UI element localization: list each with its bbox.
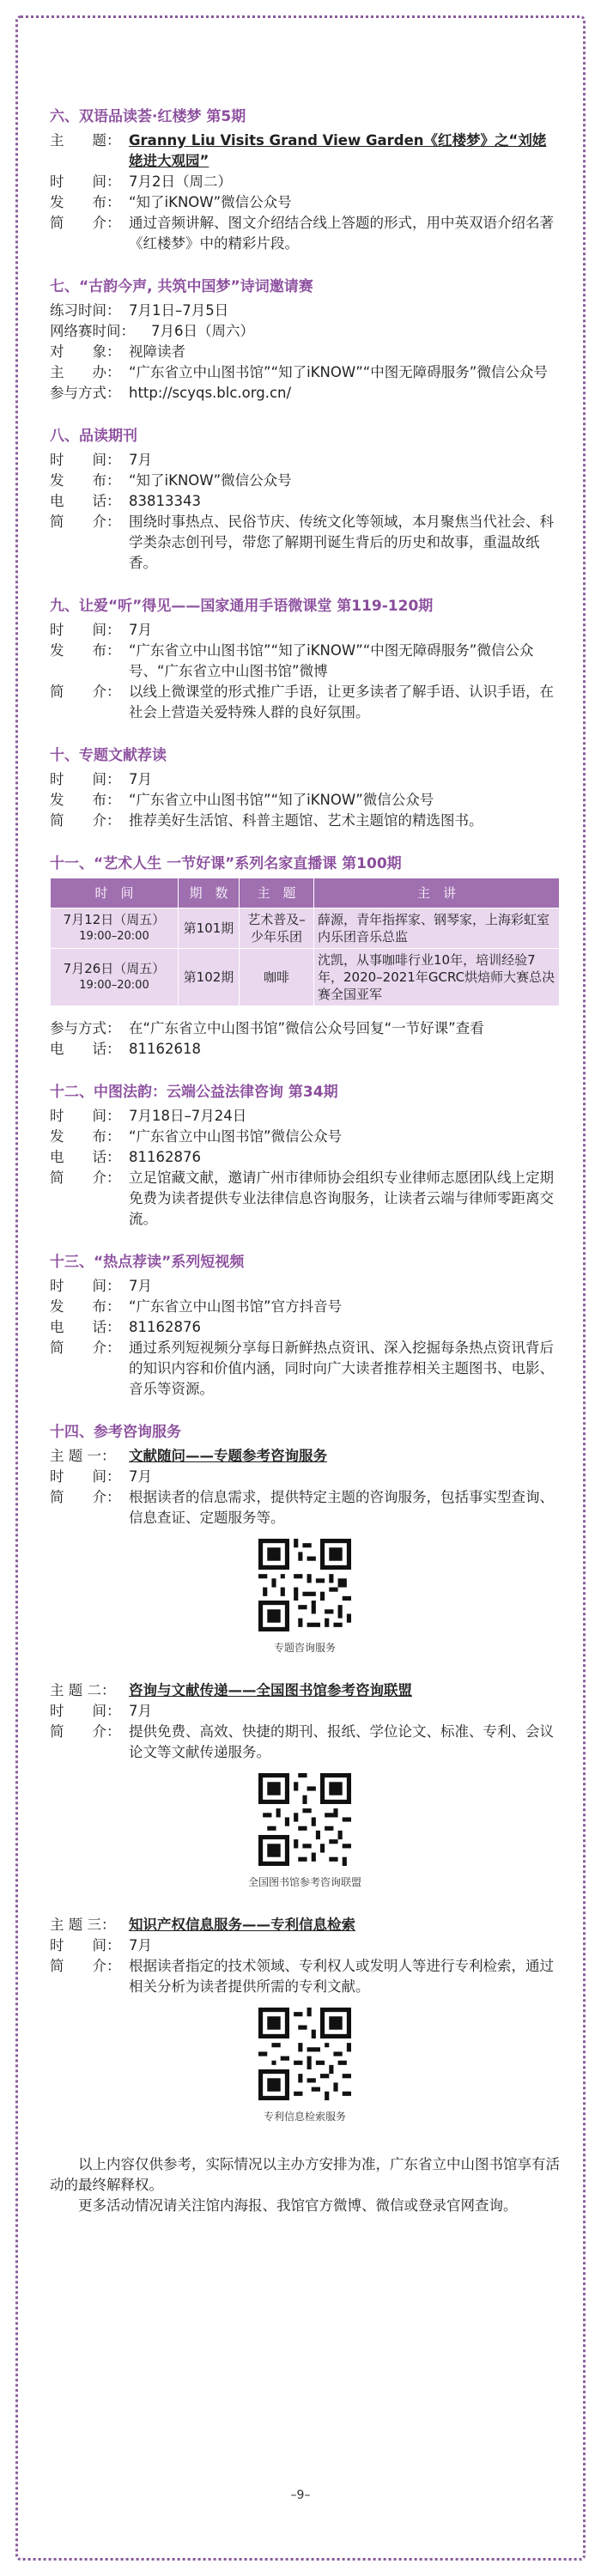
row-label: 简 介：: [50, 1958, 121, 1974]
row-time: [50, 769, 560, 790]
row-value: 根据读者指定的技术领域、专利权人或发明人等进行专利检索，通过相关分析为读者提供所需的专利文献。: [129, 1958, 554, 1995]
row-value: 7月: [129, 1937, 152, 1953]
row-label: 简 介：: [50, 1170, 121, 1186]
row-value: 7月2日（周二）: [129, 173, 232, 190]
row-intro: [50, 811, 560, 831]
section-title: 十四、参考咨询服务: [50, 1424, 181, 1441]
row-value: 文献随问——专题参考咨询服务: [129, 1448, 327, 1464]
row-online-time: [50, 321, 560, 342]
row-value: 视障读者: [129, 343, 185, 360]
row-label: 主 题 二：: [50, 1682, 116, 1698]
row-publish: [50, 471, 560, 491]
footer-notes: [50, 2154, 560, 2216]
table-cell-theme: 艺术普及–少年乐团: [240, 908, 314, 949]
row-label: 网络赛时间：: [50, 323, 135, 339]
row-value: 咨询与文献传递——全国图书馆参考咨询联盟: [129, 1682, 412, 1698]
row-label: 练习时间：: [50, 302, 121, 319]
row-value: 围绕时事热点、民俗节庆、传统文化等领域，本月聚焦当代社会、科学类杂志创刊号，带您了解期刊诞生背后的历史和故事，重温故纸香。: [129, 513, 554, 571]
row-organizer: [50, 362, 560, 383]
row-label: 电 话：: [50, 493, 121, 509]
row-time: [50, 1106, 560, 1127]
row-label: 时 间：: [50, 1278, 121, 1294]
row-label: 时 间：: [50, 622, 121, 638]
row-value: Granny Liu Visits Grand View Garden《红楼梦》之“刘姥姥进大观园”: [129, 132, 547, 169]
row-label: 简 介：: [50, 683, 121, 700]
time-text: 19:00–20:00: [79, 979, 149, 992]
row-value: 7月: [129, 1278, 152, 1294]
content: [50, 106, 560, 2216]
row-value: 7月: [129, 622, 152, 638]
row-audience: [50, 342, 560, 362]
row-time: [50, 172, 560, 192]
row-label: 主 题 三：: [50, 1917, 116, 1933]
consult-item: [50, 1680, 560, 1889]
row-time: [50, 1935, 560, 1956]
note-paragraph: 以上内容仅供参考，实际情况以主办方安排为准，广东省立中山图书馆享有活动的最终解释权。: [50, 2156, 560, 2193]
row-topic: [50, 131, 560, 172]
schedule-table: [50, 878, 560, 1006]
row-label: 发 布：: [50, 1128, 121, 1145]
section-title: 六、双语品读荟·红楼梦 第5期: [50, 108, 246, 125]
row-label: 发 布：: [50, 472, 121, 489]
row-label: 时 间：: [50, 1108, 121, 1124]
row-value: 7月: [129, 771, 152, 787]
row-value: 通过音频讲解、图文介绍结合线上答题的形式，用中英双语介绍名著《红楼梦》中的精彩片段。: [129, 215, 554, 252]
row-value: 81162876: [129, 1149, 201, 1165]
row-label: 简 介：: [50, 1723, 121, 1740]
row-practice-time: [50, 301, 560, 321]
note-paragraph: 更多活动情况请关注馆内海报、我馆官方微博、微信或登录官网查询。: [78, 2197, 518, 2214]
row-label: 发 布：: [50, 642, 121, 659]
row-value: “广东省立中山图书馆”“知了iKNOW”“中图无障碍服务”微信公众号、“广东省立中山图书馆”微博: [129, 642, 534, 679]
row-value: 7月: [129, 452, 152, 468]
section-legal-consultation: [50, 1082, 560, 1230]
row-label: 电 话：: [50, 1149, 121, 1165]
qr-code-icon[interactable]: [258, 2008, 351, 2100]
row-label: 发 布：: [50, 1298, 121, 1315]
qr-code-icon[interactable]: [258, 1539, 351, 1631]
row-value: 立足馆藏文献，邀请广州市律师协会组织专业律师志愿团队线上定期免费为读者提供专业法律信息咨询服务，让读者云端与律师零距离交流。: [129, 1170, 554, 1227]
table-header-row: [51, 878, 560, 908]
row-label: 电 话：: [50, 1319, 121, 1335]
section-title: 十三、“热点荐读”系列短视频: [50, 1254, 245, 1271]
row-value: 推荐美好生活馆、科普主题馆、艺术主题馆的精选图书。: [129, 812, 483, 829]
table-cell-speaker: 薛源，青年指挥家、钢琴家，上海彩虹室内乐团音乐总监: [314, 908, 560, 949]
table-header: 主 讲: [314, 878, 560, 908]
table-cell-time: [51, 908, 179, 949]
table-row: [51, 949, 560, 1006]
qr-block: [50, 2008, 560, 2123]
row-label: 对 象：: [50, 343, 121, 360]
row-intro: [50, 512, 560, 574]
row-phone: [50, 491, 560, 512]
table-header: 期 数: [179, 878, 240, 908]
table-cell-issue: 第102期: [179, 949, 240, 1006]
section-poetry-contest: [50, 276, 560, 404]
row-label: 时 间：: [50, 1468, 121, 1485]
row-label: 参与方式：: [50, 385, 121, 401]
row-value: “知了iKNOW”微信公众号: [129, 194, 292, 210]
section-reference-consultation: [50, 1422, 560, 2123]
row-value: 81162876: [129, 1319, 201, 1335]
row-intro: [50, 682, 560, 723]
row-participation: [50, 1018, 560, 1039]
row-value: 7月: [129, 1703, 152, 1719]
row-phone: [50, 1147, 560, 1168]
row-value: 提供免费、高效、快捷的期刊、报纸、学位论文、标准、专利、会议论文等文献传递服务。: [129, 1723, 554, 1760]
section-periodicals: [50, 426, 560, 574]
qr-block: [50, 1773, 560, 1889]
row-intro: [50, 1338, 560, 1400]
row-label: 发 布：: [50, 194, 121, 210]
row-label: 简 介：: [50, 1489, 121, 1505]
row-label: 主 题 一：: [50, 1448, 116, 1464]
row-topic: [50, 1915, 560, 1935]
row-publish: [50, 790, 560, 811]
row-publish: [50, 192, 560, 213]
row-intro: [50, 213, 560, 254]
section-title: 八、品读期刊: [50, 428, 137, 445]
qr-caption: 全国图书馆参考咨询联盟: [247, 1876, 361, 1888]
row-value: “广东省立中山图书馆”微信公众号: [129, 1128, 343, 1145]
consult-item: [50, 1446, 560, 1655]
row-value: 以线上微课堂的形式推广手语，让更多读者了解手语、认识手语，在社会上营造关爱特殊人群的良好氛围。: [129, 683, 554, 720]
row-label: 简 介：: [50, 215, 121, 231]
row-time: [50, 1701, 560, 1722]
table-cell-speaker: 沈凯，从事咖啡行业10年，培训经验7年，2020–2021年GCRC烘焙师大赛总决赛全国亚军: [314, 949, 560, 1006]
row-value: 7月: [129, 1468, 152, 1485]
qr-caption: 专利信息检索服务: [263, 2111, 346, 2123]
row-time: [50, 450, 560, 471]
row-value: “广东省立中山图书馆”“知了iKNOW”“中图无障碍服务”微信公众号: [129, 364, 548, 380]
section-art-life-course: [50, 854, 560, 1060]
qr-caption: 专题咨询服务: [273, 1642, 336, 1654]
row-phone: [50, 1039, 560, 1060]
row-value: “广东省立中山图书馆”官方抖音号: [129, 1298, 343, 1315]
row-label: 简 介：: [50, 1340, 121, 1356]
section-title: 九、让爱“听”得见——国家通用手语微课堂 第119-120期: [50, 598, 434, 615]
row-value: 81162618: [129, 1041, 201, 1057]
row-participation: [50, 383, 560, 404]
section-title: 十一、“艺术人生 一节好课”系列名家直播课 第100期: [50, 855, 402, 872]
section-sign-language: [50, 596, 560, 723]
row-phone: [50, 1317, 560, 1338]
row-publish: [50, 1127, 560, 1147]
table-cell-time: [51, 949, 179, 1006]
row-intro: [50, 1168, 560, 1230]
section-title: 十二、中图法韵：云端公益法律咨询 第34期: [50, 1084, 338, 1101]
row-label: 时 间：: [50, 452, 121, 468]
row-value: “知了iKNOW”微信公众号: [129, 472, 292, 489]
table-cell-issue: 第101期: [179, 908, 240, 949]
row-value: 在“广东省立中山图书馆”微信公众号回复“一节好课”查看: [129, 1020, 484, 1036]
consult-item: [50, 1915, 560, 2123]
row-value: 83813343: [129, 493, 201, 509]
date-text: 7月12日（周五）: [63, 912, 166, 927]
time-text: 19:00–20:00: [79, 930, 149, 943]
section-title: 十、专题文献荐读: [50, 747, 167, 764]
row-label: 电 话：: [50, 1041, 121, 1057]
row-label: 简 介：: [50, 513, 121, 530]
row-intro: [50, 1487, 560, 1528]
date-text: 7月26日（周五）: [63, 961, 166, 976]
row-time: [50, 1467, 560, 1487]
row-value: “广东省立中山图书馆”“知了iKNOW”微信公众号: [129, 792, 434, 808]
row-time: [50, 1276, 560, 1297]
page-number: –9–: [290, 2488, 311, 2502]
section-hot-topics-video: [50, 1252, 560, 1400]
row-topic: [50, 1446, 560, 1467]
row-value: 7月6日（周六）: [151, 323, 254, 339]
row-value: 知识产权信息服务——专利信息检索: [129, 1917, 355, 1933]
row-label: 简 介：: [50, 812, 121, 829]
row-label: 时 间：: [50, 1703, 121, 1719]
section-recommended-reading: [50, 745, 560, 831]
table-row: [51, 908, 560, 949]
row-intro: [50, 1956, 560, 1997]
row-label: 时 间：: [50, 1937, 121, 1953]
row-label: 时 间：: [50, 771, 121, 787]
row-value: 7月1日–7月5日: [129, 302, 229, 319]
row-publish: [50, 1297, 560, 1317]
qr-block: [50, 1539, 560, 1655]
table-header: 时 间: [51, 878, 179, 908]
row-label: 时 间：: [50, 173, 121, 190]
section-bilingual-reading: [50, 106, 560, 254]
row-label: 发 布：: [50, 792, 121, 808]
row-label: 主 办：: [50, 364, 121, 380]
row-intro: [50, 1722, 560, 1763]
qr-code-icon[interactable]: [258, 1773, 351, 1866]
participation-link[interactable]: http://scyqs.blc.org.cn/: [129, 385, 292, 401]
row-label: 参与方式：: [50, 1020, 121, 1036]
row-value: 7月18日–7月24日: [129, 1108, 247, 1124]
row-label: 主 题：: [50, 132, 121, 149]
row-publish: [50, 641, 560, 682]
row-value: 根据读者的信息需求，提供特定主题的咨询服务，包括事实型查询、信息查证、定题服务等。: [129, 1489, 554, 1526]
table-header: 主 题: [240, 878, 314, 908]
row-topic: [50, 1680, 560, 1701]
table-cell-theme: 咖啡: [240, 949, 314, 1006]
row-value: 通过系列短视频分享每日新鲜热点资讯、深入挖掘每条热点资讯背后的知识内容和价值内涵，同时向广大读者推荐相关主题图书、电影、音乐等资源。: [129, 1340, 554, 1397]
row-time: [50, 620, 560, 641]
section-title: 七、“古韵今声, 共筑中国梦”诗词邀请赛: [50, 278, 313, 295]
